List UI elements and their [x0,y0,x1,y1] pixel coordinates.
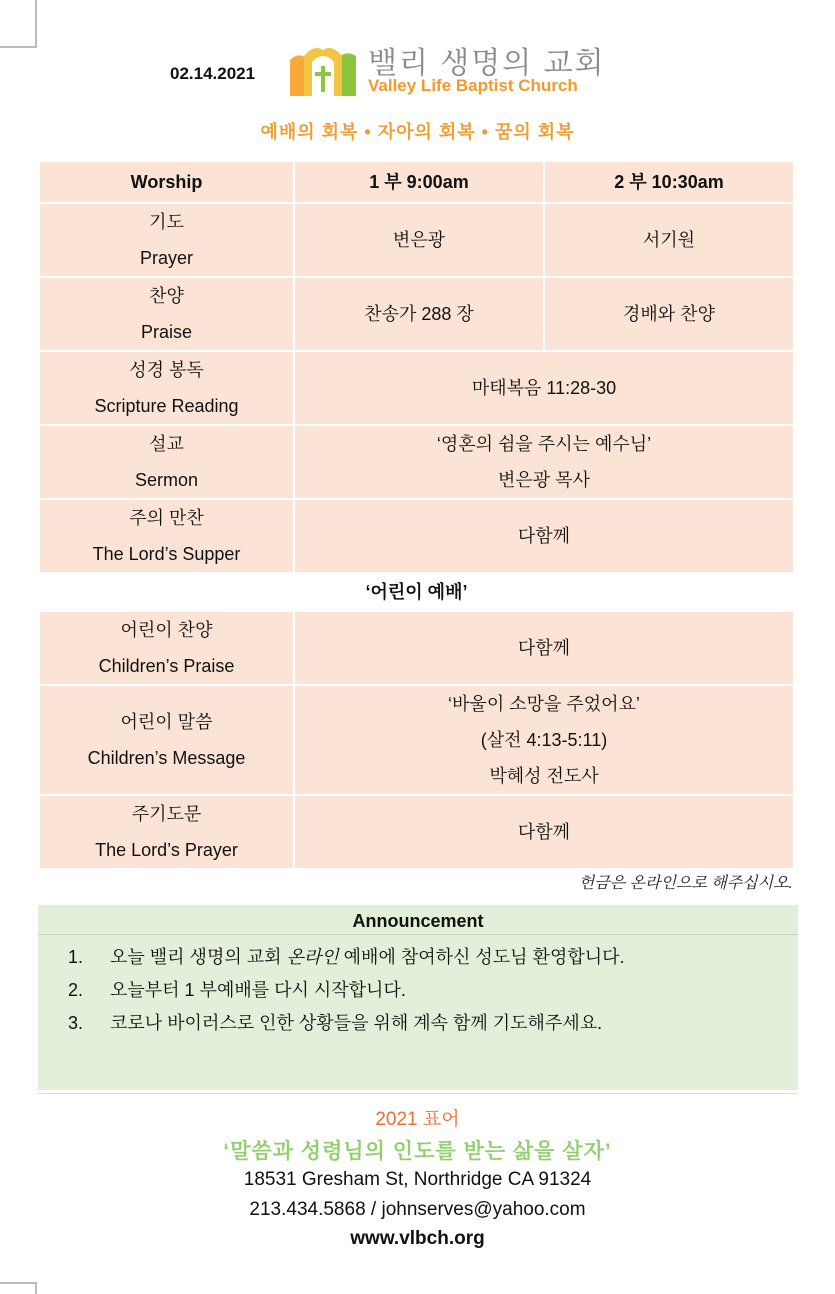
col-header-first-service: 1 부 9:00am [294,161,544,203]
year-motto-label: 2021 표어 [375,1109,460,1130]
item-label: 주기도문 The Lord’s Prayer [39,795,294,869]
church-website-link[interactable]: www.vlbch.org [350,1228,485,1249]
children-praise-value: 다함께 [294,611,794,685]
list-item: 1. 오늘 밸리 생명의 교회 온라인 예배에 참여하신 성도님 환영합니다. [68,947,625,967]
announcement-list [38,941,798,1040]
service-date: 02.14.2021 [170,64,256,83]
row-prayer [39,203,794,277]
praise-second: 경배와 찬양 [544,277,794,351]
announcement-title: Announcement [38,905,798,935]
church-name-english: Valley Life Baptist Church [368,76,578,95]
col-header-worship: Worship [39,161,294,203]
item-label: 기도 Prayer [39,203,294,277]
church-contact: 213.434.5868 / johnserves@yahoo.com [249,1199,586,1220]
announcement-box [38,905,798,1090]
row-children-message [39,685,794,795]
list-item: 2. 오늘부터 1 부예배를 다시 시작합니다. [68,980,406,1000]
church-logo-icon [288,42,358,98]
worship-order-table [38,160,795,870]
bulletin-header [0,38,835,98]
item-label: 어린이 찬양 Children’s Praise [39,611,294,685]
year-slogan: ‘말씀과 성령님의 인도를 받는 삶을 살자’ [223,1140,612,1163]
offering-note: 헌금은 온라인으로 해주십시오. [578,875,793,892]
row-scripture [39,351,794,425]
prayer-second: 서기원 [544,203,794,277]
table-header-row [39,161,794,203]
children-section-title: ‘어린이 예배’ [39,573,794,611]
row-sermon [39,425,794,499]
divider [38,1093,798,1094]
scripture-value: 마태복음 11:28-30 [294,351,794,425]
row-praise [39,277,794,351]
item-label: 성경 봉독 Scripture Reading [39,351,294,425]
row-children-praise [39,611,794,685]
lords-prayer-value: 다함께 [294,795,794,869]
church-name-korean: 밸리 생명의 교회 [368,47,606,80]
list-item: 3. 코로나 바이러스로 인한 상황들을 위해 계속 함께 기도해주세요. [68,1013,603,1033]
children-message-value: ‘바울이 소망을 주었어요’ (살전 4:13-5:11) 박혜성 전도사 [294,685,794,795]
item-label: 주의 만찬 The Lord’s Supper [39,499,294,573]
item-label: 찬양 Praise [39,277,294,351]
supper-value: 다함께 [294,499,794,573]
crop-mark-bottom [0,1282,37,1294]
item-label: 어린이 말씀 Children’s Message [39,685,294,795]
praise-first: 찬송가 288 장 [294,277,544,351]
sermon-value: ‘영혼의 쉼을 주시는 예수님’ 변은광 목사 [294,425,794,499]
item-label: 설교 Sermon [39,425,294,499]
children-section-header [39,573,794,611]
row-supper [39,499,794,573]
prayer-first: 변은광 [294,203,544,277]
row-lords-prayer [39,795,794,869]
col-header-second-service: 2 부 10:30am [544,161,794,203]
church-address: 18531 Gresham St, Northridge CA 91324 [243,1169,592,1190]
church-motto: 예배의 회복 • 자아의 회복 • 꿈의 회복 [260,122,575,142]
